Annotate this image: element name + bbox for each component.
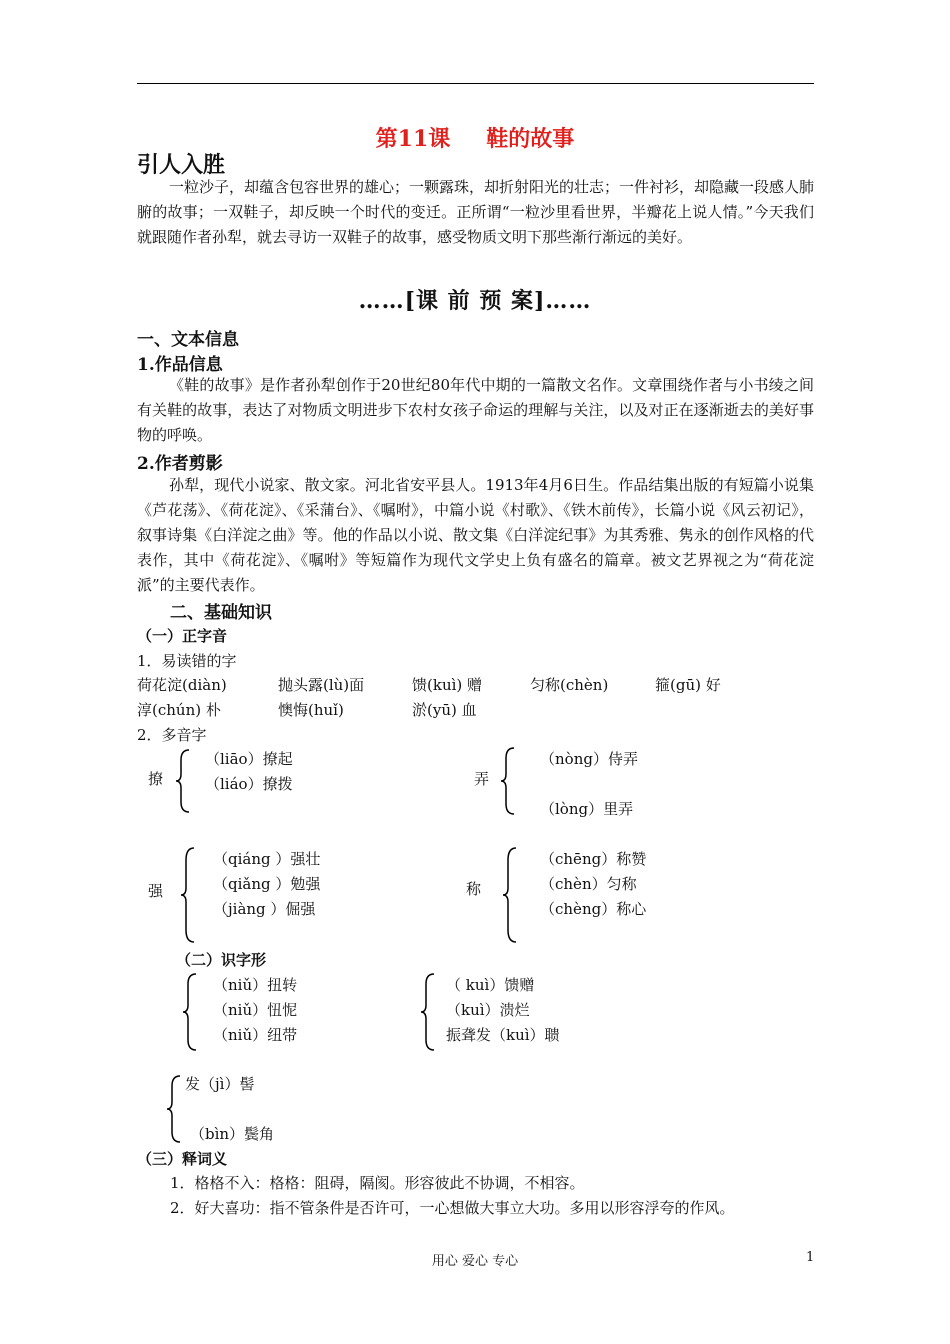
brace-icon [502,846,520,944]
work-info-heading: 1.作品信息 [137,355,223,375]
polyphone-item: （qiáng ）强壮 [213,850,321,868]
polyphone-item: （liāo）撩起 [205,750,293,768]
misread-word: 箍(gū) 好 [655,676,721,694]
glyph-item: （niǔ）纽带 [213,1026,298,1044]
meaning-item: 2．好大喜功：指不管条件是否许可，一心想做大事立大功。多用以形容浮夸的作风。 [170,1199,735,1217]
glyph-item: 振聋发（kuì）聩 [446,1026,560,1044]
polyphone-item: （jiàng ）倔强 [213,900,316,918]
meaning-heading: （三）释词义 [137,1150,228,1168]
misread-word: 淤(yū) 血 [412,701,477,719]
polyphone-item: （lòng）里弄 [540,800,634,818]
page-number: 1 [806,1250,815,1265]
misread-word: 荷花淀(diàn) [137,676,227,694]
brace-icon [182,972,200,1052]
polyphone-item: （chèn）匀称 [540,875,637,893]
misread-word: 淳(chún) 朴 [137,701,221,719]
glyph-item: （niǔ）忸怩 [213,1001,298,1019]
intro-heading: 引人入胜 [137,152,226,178]
intro-paragraph: 一粒沙子，却蕴含包容世界的雄心；一颗露珠，却折射阳光的壮志；一件衬衫，却隐藏一段感人肺腑的故事；一双鞋子，却反映一个时代的变迁。正所谓“一粒沙里看世界，半瓣花上说人情。”今天我们就跟随作者孙犁，就去寻访一双鞋子的故事，感受物质文明下那些渐行渐远的美好。 [137,178,815,246]
polyphone-title: 2．多音字 [137,726,207,744]
misread-title: 1．易读错的字 [137,652,237,670]
work-info-paragraph: 《鞋的故事》是作者孙犁创作于20世纪80年代中期的一篇散文名作。文章围绕作者与小书绫之间有关鞋的故事，表达了对物质文明进步下农村女孩子命运的理解与关注，以及对正在逐渐逝去的美好事物的呼唤。 [137,376,814,444]
pronunciation-heading: （一）正字音 [137,627,228,645]
glyph-heading: （二）识字形 [176,951,267,969]
glyph-item: 发（jì）髻 [185,1075,255,1093]
author-heading: 2.作者剪影 [137,454,223,474]
glyph-item: （ kuì）馈赠 [446,976,535,994]
polyphone-item: （chèng）称心 [540,900,647,918]
author-paragraph: 孙犁，现代小说家、散文家。河北省安平县人。1913年4月6日生。作品结集出版的有短篇小说集《芦花荡》、《荷花淀》、《采蒲台》、《嘱咐》，中篇小说《村歌》、《铁木前传》，长篇小说《风云初记》，叙事诗集《白洋淀之曲》等。他的作品以小说、散文集《白洋淀纪事》为其秀雅、隽永的创作风格的代表作，其中《荷花淀》、《嘱咐》等短篇作为现代文学史上负有盛名的篇章。被文艺界视之为“荷花淀派”的主要代表作。 [137,476,814,594]
polyphone-item: （qiǎng ）勉强 [213,875,321,893]
footer-text: 用心 爱心 专心 [431,1254,519,1269]
lesson-name: 鞋的故事 [486,126,575,152]
brace-icon [500,746,518,816]
meaning-item: 1．格格不入：格格：阻碍，隔阂。形容彼此不协调，不相容。 [170,1174,585,1192]
glyph-item: （niǔ）扭转 [213,976,298,994]
polyphone-char: 称 [466,880,482,898]
section1-heading: 一、文本信息 [137,330,239,350]
misread-word: 懊悔(huǐ) [278,701,344,719]
misread-word: 馈(kuì) 赠 [412,676,483,694]
plan-heading: ……[课 前 预 案]…… [358,288,592,314]
misread-word: 抛头露(lù)面 [278,676,365,694]
glyph-item: （bìn）鬓角 [190,1125,275,1143]
header-rule [137,83,814,84]
polyphone-item: （nòng）侍弄 [540,750,638,768]
polyphone-item: （liáo）撩拨 [205,775,293,793]
polyphone-item: （chēng）称赞 [540,850,647,868]
polyphone-char: 强 [148,882,164,900]
brace-icon [166,1074,184,1144]
misread-word: 匀称(chèn) [530,676,609,694]
polyphone-char: 撩 [148,770,164,788]
brace-icon [175,748,193,814]
polyphone-char: 弄 [474,770,490,788]
glyph-item: （kuì）溃烂 [446,1001,530,1019]
lesson-number: 第11课 [375,126,451,152]
section2-heading: 二、基础知识 [170,603,272,623]
brace-icon [180,846,198,944]
brace-icon [420,972,438,1052]
